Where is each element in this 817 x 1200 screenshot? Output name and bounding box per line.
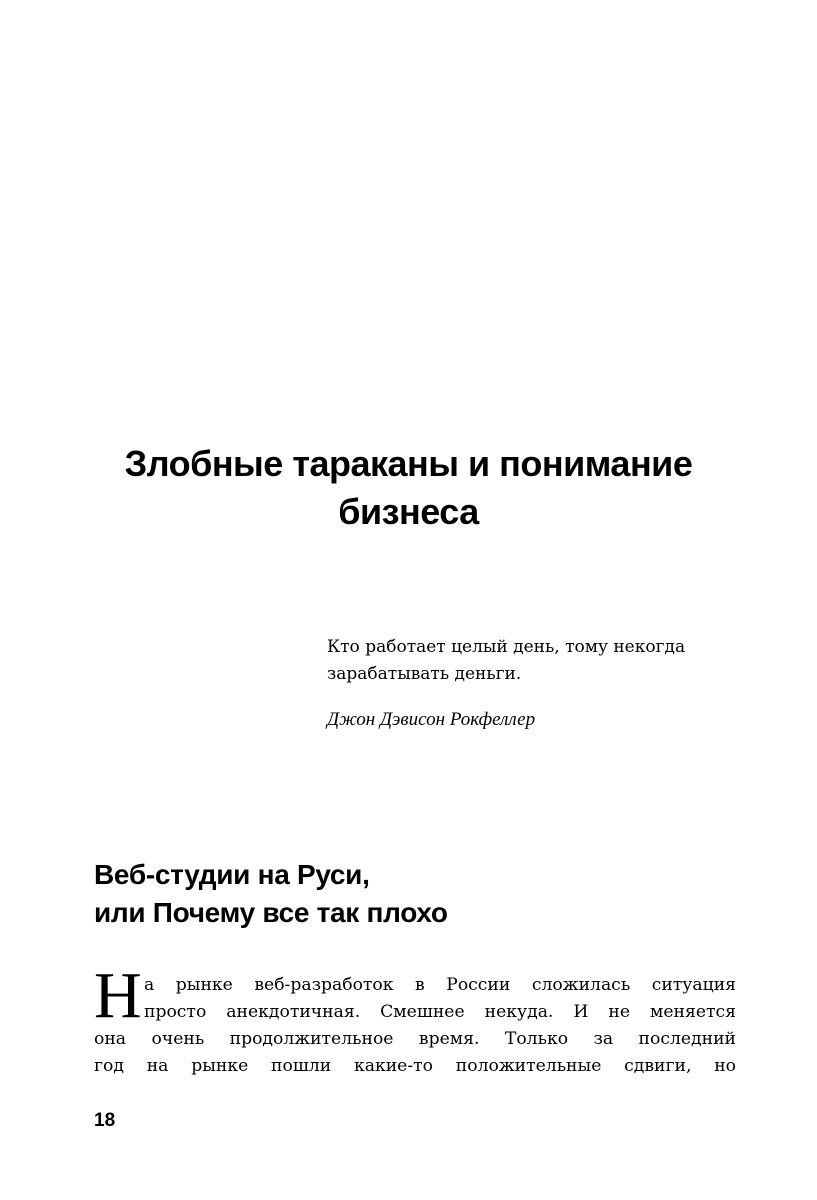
chapter-title (0, 440, 817, 536)
epigraph-author: Джон Дэвисон Рокфеллер (327, 709, 536, 730)
drop-cap: Н (94, 959, 142, 1032)
section-title-line: Веб-студии на Руси, (94, 859, 370, 890)
chapter-title-line: Злобные тараканы и понимание (124, 443, 693, 484)
section-title-line: или Почему все так плохо (94, 897, 448, 928)
body-paragraph (94, 972, 736, 1080)
epigraph-quote (327, 634, 747, 688)
body-line: она очень продолжительное время. Только за последний (94, 1029, 736, 1049)
chapter-title-line: бизнеса (338, 491, 479, 532)
epigraph-quote-line: зарабатывать деньги. (327, 664, 522, 684)
page-number: 18 (94, 1110, 116, 1131)
section-title (94, 856, 448, 932)
epigraph (327, 634, 747, 733)
body-line: а рынке веб-разработок в России сложилась ситуация (144, 975, 736, 995)
epigraph-quote-line: Кто работает целый день, тому некогда (327, 637, 686, 657)
body-line: просто анекдотичная. Смешнее некуда. И не меняется (144, 1002, 736, 1022)
body-line: год на рынке пошли какие-то положительные сдвиги, но (94, 1056, 736, 1076)
